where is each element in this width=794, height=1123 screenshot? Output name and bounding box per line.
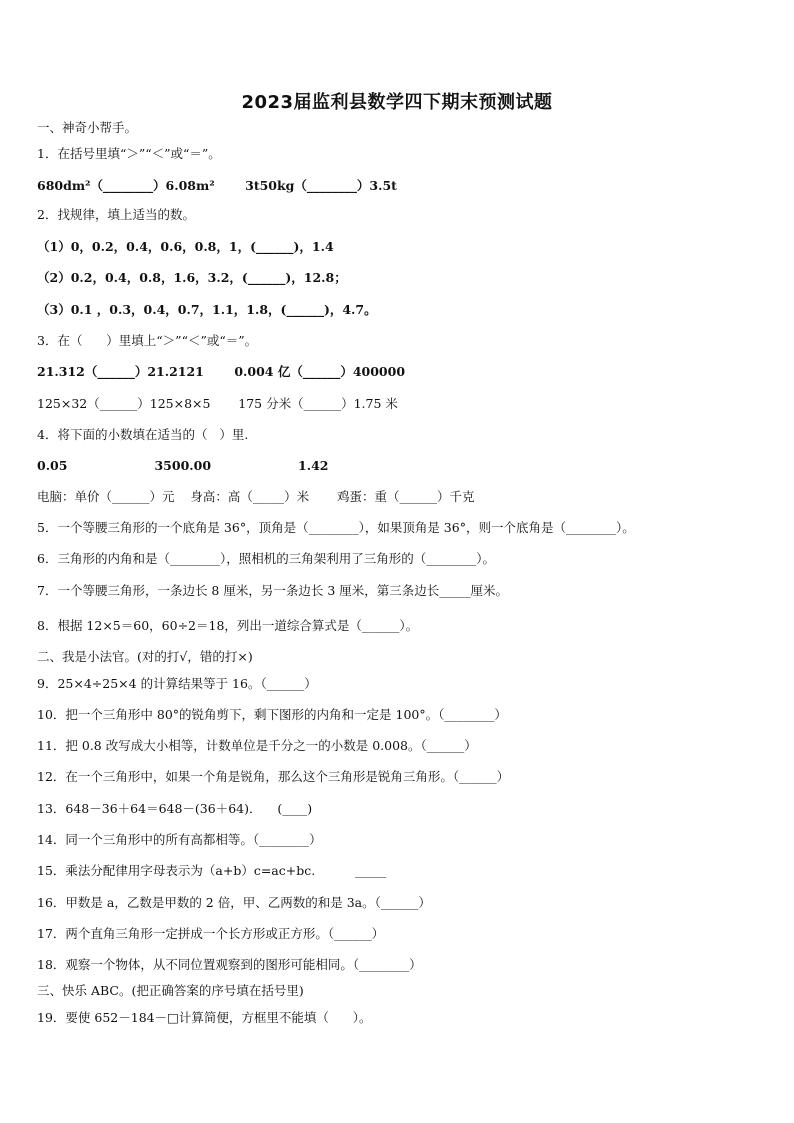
question-14: 14．同一个三角形中的所有高都相等。（________） — [37, 832, 322, 847]
question-2-part-1: （1）0，0.2，0.4，0.6，0.8，1，(______)，1.4 — [37, 239, 334, 254]
question-1-items: 680dm²（________）6.08m² 3t50kg（________）3.5t — [37, 178, 397, 193]
question-9: 9．25×4÷25×4 的计算结果等于 16。（______） — [37, 676, 317, 691]
question-11: 11．把 0.8 改写成大小相等，计数单位是千分之一的小数是 0.008。（______） — [37, 738, 477, 753]
question-10: 10．把一个三角形中 80°的锐角剪下，剩下图形的内角和一定是 100°。（________） — [37, 707, 507, 722]
page-title: 2023届监利县数学四下期末预测试题 — [241, 92, 553, 113]
question-2-part-2: （2）0.2，0.4，0.8，1.6，3.2，(______)，12.8； — [37, 270, 347, 285]
section-heading-1: 一、神奇小帮手。 — [37, 120, 138, 135]
section-heading-3: 三、快乐 ABC。(把正确答案的序号填在括号里) — [37, 983, 304, 998]
question-5: 5．一个等腰三角形的一个底角是 36°，顶角是（________），如果顶角是 36°，则一个底角是（________）。 — [37, 520, 635, 535]
question-6: 6．三角形的内角和是（________），照相机的三角架利用了三角形的（________）。 — [37, 551, 495, 566]
question-2-part-3: （3）0.1 ，0.3，0.4，0.7，1.1，1.8，(______)，4.7。 — [37, 302, 377, 317]
question-4-blanks: 电脑：单价（______）元 身高：高（_____）米 鸡蛋：重（______）千克 — [37, 489, 475, 504]
question-16: 16．甲数是 a，乙数是甲数的 2 倍，甲、乙两数的和是 3a。（______） — [37, 895, 431, 910]
question-8: 8．根据 12×5＝60，60÷2＝18，列出一道综合算式是（______）。 — [37, 618, 419, 633]
question-2: 2．找规律，填上适当的数。 — [37, 207, 195, 222]
section-heading-2: 二、我是小法官。(对的打√，错的打×) — [37, 649, 253, 664]
question-3: 3．在（ ）里填上“＞”“＜”或“＝”。 — [37, 333, 258, 348]
question-17: 17．两个直角三角形一定拼成一个长方形或正方形。（______） — [37, 926, 385, 941]
question-12: 12．在一个三角形中，如果一个角是锐角，那么这个三角形是锐角三角形。（______） — [37, 769, 510, 784]
question-13: 13．648－36＋64＝648－(36＋64)． (____) — [37, 801, 313, 816]
question-3-row-1: 21.312（______）21.2121 0.004 亿（______）400000 — [37, 364, 406, 379]
question-4: 4．将下面的小数填在适当的（ ）里. — [37, 427, 249, 442]
question-15: 15．乘法分配律用字母表示为（a+b）c=ac+bc. _____ — [37, 863, 387, 878]
question-18: 18．观察一个物体，从不同位置观察到的图形可能相同。（________） — [37, 957, 422, 972]
question-4-numbers: 0.05 3500.00 1.42 — [37, 458, 329, 473]
question-19: 19．要使 652－184－□计算简便，方框里不能填（ ）。 — [37, 1010, 372, 1025]
question-3-row-2: 125×32（______）125×8×5 175 分米（______）1.75 米 — [37, 396, 398, 411]
question-7: 7．一个等腰三角形，一条边长 8 厘米，另一条边长 3 厘米，第三条边长_____厘米。 — [37, 583, 509, 598]
question-1: 1．在括号里填“＞”“＜”或“＝”。 — [37, 146, 221, 161]
